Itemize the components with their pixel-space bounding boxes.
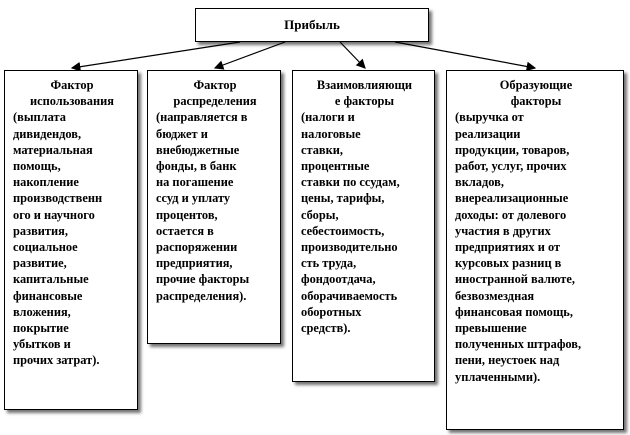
forming-factors-box	[446, 70, 624, 430]
forming-factors-title: Образующие факторы	[499, 78, 573, 109]
mutual-factors-title: Взаимовлияющи е факторы	[316, 78, 413, 109]
profit-box	[195, 8, 429, 42]
distribution-factor-box	[147, 70, 281, 344]
forming-factors-text: (выручка от реализации продукции, товаров, работ, услуг, прочих вкладов, внереализационные доходы: от долевого участия в других предприятиях и от курсовых разниц в иностранной валюте, безвозмездная финансовая помощь, превышение полученных штрафов, пени, неустоек над уплаченными).	[455, 110, 582, 384]
arrow-to-forming-factors	[395, 42, 535, 68]
mutual-factors-box	[292, 70, 435, 382]
mutual-factors-text: (налоги и налоговые ставки, процентные ставки по ссудам, цены, тарифы, сборы, себестоимость, производительно сть труда, фондоотдача, оборачиваемость оборотных средств).	[301, 110, 400, 336]
usage-factor-title: Фактор использования	[30, 78, 114, 109]
profit-title: Прибыль	[284, 17, 340, 32]
distribution-factor-text: (направляется в бюджет и внебюджетные фонды, в банк на погашение ссуд и уплату процентов, остается в распоряжении предприятия, прочие факторы распределения).	[156, 110, 250, 303]
distribution-factor-title: Фактор распределения	[173, 78, 257, 109]
arrow-to-usage-factor	[72, 42, 240, 68]
usage-factor-box	[4, 70, 138, 410]
arrow-to-distribution-factor	[215, 42, 285, 68]
arrow-to-mutual-factors	[340, 42, 365, 68]
usage-factor-text: (выплата дивидендов, материальная помощь, накопление производственн ого и научного развития, социальное развитие, капитальные финансовые вложения, покрытие убытков и прочих затрат).	[13, 110, 103, 368]
